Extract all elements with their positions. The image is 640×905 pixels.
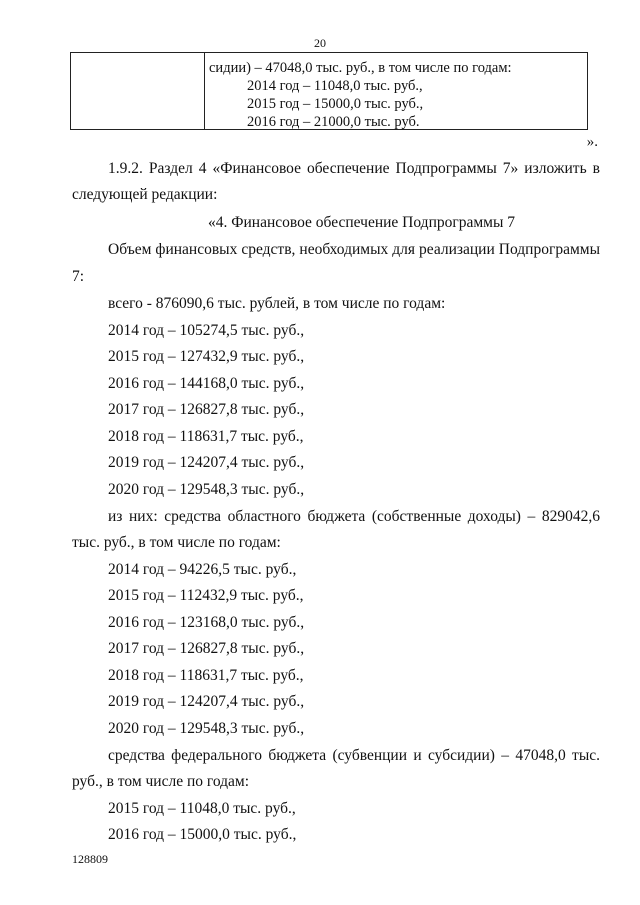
total-year-item: 2018 год – 118631,7 тыс. руб., [108,428,304,445]
table-intro: сидии) – 47048,0 тыс. руб., в том числе по годам: [209,60,512,76]
table-column-divider [204,53,205,129]
total-year-item: 2019 год – 124207,4 тыс. руб., [108,454,305,471]
regional-year-item: 2019 год – 124207,4 тыс. руб., [108,693,305,710]
regional-budget: из них: средства областного бюджета (собственные доходы) – 829042,6 [108,508,600,525]
page-number: 20 [314,36,326,50]
regional-year-item: 2018 год – 118631,7 тыс. руб., [108,667,304,684]
continuation-table [70,52,588,130]
regional-year-item: 2015 год – 112432,9 тыс. руб., [108,587,304,604]
closing-quote: ». [586,134,598,150]
regional-year-item: 2014 год – 94226,5 тыс. руб., [108,561,297,578]
federal-year-item: 2015 год – 11048,0 тыс. руб., [108,800,296,817]
table-cell-funding [209,59,512,131]
federal-year-item: 2016 год – 15000,0 тыс. руб., [108,826,297,843]
table-year-row: 2015 год – 15000,0 тыс. руб., [247,96,424,112]
section-heading-cont: следующей редакции: [72,186,218,203]
table-year-row: 2016 год – 21000,0 тыс. руб. [247,114,420,130]
total-year-item: 2015 год – 127432,9 тыс. руб., [108,348,305,365]
regional-year-item: 2017 год – 126827,8 тыс. руб., [108,640,305,657]
document-code: 128809 [72,852,108,866]
section-title: «4. Финансовое обеспечение Подпрограммы 7 [208,214,516,231]
total-funding: всего - 876090,6 тыс. рублей, в том числе по годам: [108,295,446,312]
regional-budget-cont: тыс. руб., в том числе по годам: [72,534,281,551]
total-year-item: 2017 год – 126827,8 тыс. руб., [108,401,305,418]
regional-year-item: 2020 год – 129548,3 тыс. руб., [108,720,305,737]
intro-paragraph: Объем финансовых средств, необходимых для реализации Подпрограммы [108,241,600,258]
section-heading: 1.9.2. Раздел 4 «Финансовое обеспечение Подпрограммы 7» изложить в [108,160,600,177]
federal-budget: средства федерального бюджета (субвенции и субсидии) – 47048,0 тыс. [108,747,600,764]
intro-paragraph-cont: 7: [72,268,85,285]
total-year-item: 2020 год – 129548,3 тыс. руб., [108,481,305,498]
total-year-item: 2014 год – 105274,5 тыс. руб., [108,322,305,339]
total-year-item: 2016 год – 144168,0 тыс. руб., [108,375,305,392]
table-year-row: 2014 год – 11048,0 тыс. руб., [247,78,423,94]
federal-budget-cont: руб., в том числе по годам: [72,773,250,790]
regional-year-item: 2016 год – 123168,0 тыс. руб., [108,614,305,631]
